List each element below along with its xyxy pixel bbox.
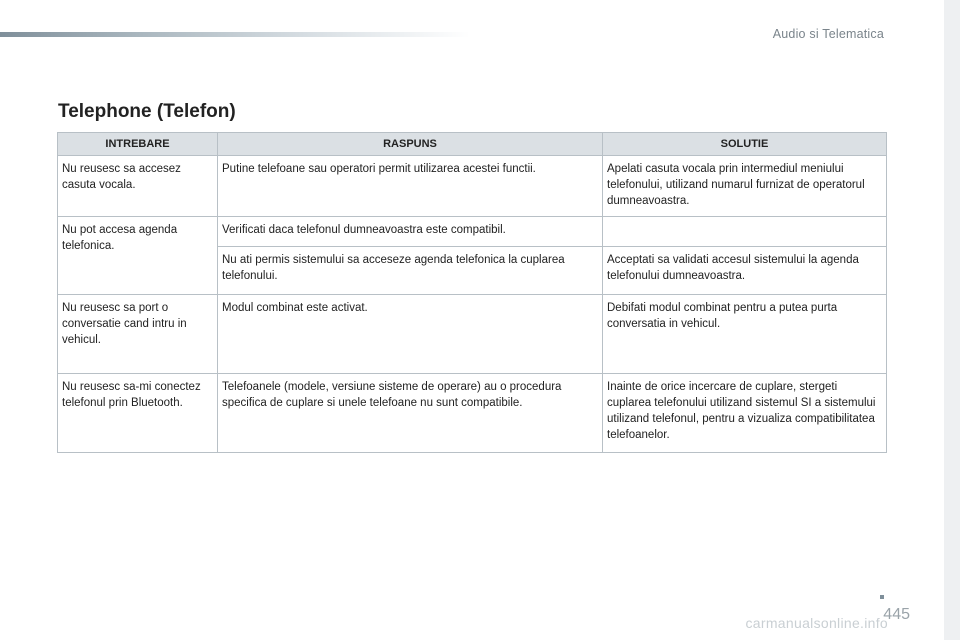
header-accent-bar: [0, 32, 470, 37]
table-row: [58, 374, 887, 453]
table-header-row: [58, 133, 887, 156]
page-marker-dot: [880, 595, 884, 599]
question-cell: Nu reusesc sa accesez casuta vocala.: [58, 156, 218, 217]
question-cell: Nu pot accesa agenda telefonica.: [58, 217, 218, 295]
page-number: 445: [883, 606, 910, 623]
answer-cell: Verificati daca telefonul dumneavoastra este compatibil.: [218, 217, 603, 247]
troubleshooting-table: [57, 132, 887, 453]
page-title: Telephone (Telefon): [58, 101, 236, 122]
solution-cell: Acceptati sa validati accesul sistemului la agenda telefonului dumneavoastra.: [603, 247, 887, 295]
page-edge-strip: [944, 0, 960, 640]
column-header-answer: RASPUNS: [218, 133, 603, 156]
answer-cell: Putine telefoane sau operatori permit utilizarea acestei functii.: [218, 156, 603, 217]
table-row: [58, 156, 887, 217]
column-header-question: INTREBARE: [58, 133, 218, 156]
solution-cell: [603, 217, 887, 247]
solution-cell: Inainte de orice incercare de cuplare, stergeti cuplarea telefonului utilizand sistemul SI a sistemului utilizand telefonul, pentru a vizualiza compatibilitatea telefoanelor.: [603, 374, 887, 453]
answer-cell: Telefoanele (modele, versiune sisteme de operare) au o procedura specifica de cuplare si unele telefoane nu sunt compatibile.: [218, 374, 603, 453]
column-header-solution: SOLUTIE: [603, 133, 887, 156]
question-cell: Nu reusesc sa port o conversatie cand intru in vehicul.: [58, 295, 218, 374]
solution-cell: Debifati modul combinat pentru a putea purta conversatia in vehicul.: [603, 295, 887, 374]
table-row: [58, 217, 887, 247]
answer-cell: Modul combinat este activat.: [218, 295, 603, 374]
section-title: Audio si Telematica: [772, 27, 884, 41]
table-row: [58, 295, 887, 374]
question-cell: Nu reusesc sa-mi conectez telefonul prin Bluetooth.: [58, 374, 218, 453]
watermark-text: carmanualsonline.info: [745, 615, 888, 631]
answer-cell: Nu ati permis sistemului sa acceseze agenda telefonica la cuplarea telefonului.: [218, 247, 603, 295]
solution-cell: Apelati casuta vocala prin intermediul meniului telefonului, utilizand numarul furnizat de operatorul dumneavoastra.: [603, 156, 887, 217]
